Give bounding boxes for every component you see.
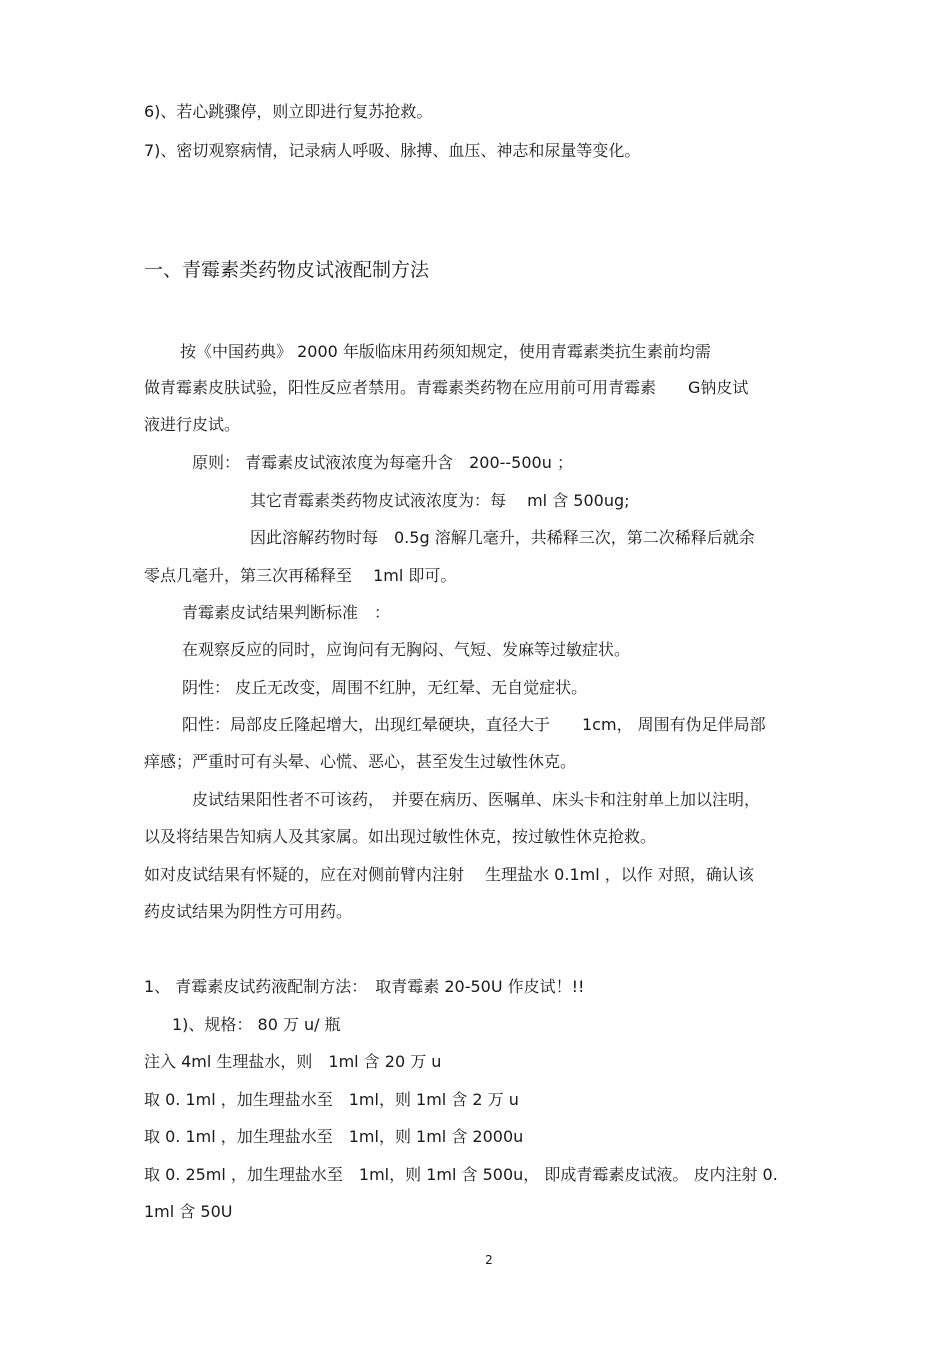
method-step-4-line-2: 1ml 含 50U [144,1202,233,1221]
section-heading: 一、青霉素类药物皮试液配制方法 [144,259,430,281]
text-line-step-6: 6)、若心跳骤停，则立即进行复苏抢救。 [144,102,433,121]
positive-result-line-2: 痒感；严重时可有头晕、心慌、恶心，甚至发生过敏性休克。 [144,752,577,771]
text-line-step-7: 7)、密切观察病情，记录病人呼吸、脉搏、血压、神志和尿量等变化。 [144,141,641,160]
negative-result: 阴性： 皮丘无改变，周围不红肿，无红晕、无自觉症状。 [182,678,588,697]
method-step-3: 取 0. 1ml ，加生理盐水至 1ml，则 1ml 含 2000u [144,1127,524,1146]
criteria-title: 青霉素皮试结果判断标准 ： [182,603,391,622]
page-number: 2 [485,1253,493,1267]
principle-line-2: 其它青霉素类药物皮试液浓度为：每 ml 含 500ug; [250,491,630,510]
positive-result-line-3: 皮试结果阳性者不可该药， 并要在病历、医嘱单、床头卡和注射单上加以注明， [192,790,761,809]
principle-line-1: 原则： 青霉素皮试液浓度为每毫升含 200--500u ； [192,453,573,472]
paragraph-intro-line-1: 按《中国药典》 2000 年版临床用药须知规定，使用青霉素类抗生素前均需 [180,342,711,361]
principle-line-3: 因此溶解药物时每 0.5g 溶解几毫升，共稀释三次，第二次稀释后就余 [250,528,755,547]
paragraph-intro-line-2: 做青霉素皮肤试验，阳性反应者禁用。青霉素类药物在应用前可用青霉素 G钠皮试 [144,378,749,397]
criteria-observe: 在观察反应的同时，应询问有无胸闷、气短、发麻等过敏症状。 [182,640,631,659]
method-spec: 1)、规格： 80 万 u/ 瓶 [172,1015,341,1034]
doubt-line-2: 药皮试结果为阴性方可用药。 [144,902,353,921]
method-step-2: 取 0. 1ml ，加生理盐水至 1ml，则 1ml 含 2 万 u [144,1090,519,1109]
doubt-line-1: 如对皮试结果有怀疑的，应在对侧前臂内注射 生理盐水 0.1ml ，以作 对照，确认该 [144,865,754,884]
paragraph-intro-line-3: 液进行皮试。 [144,415,241,434]
method-step-1: 注入 4ml 生理盐水，则 1ml 含 20 万 u [144,1052,442,1071]
method-step-4-line-1: 取 0. 25ml ，加生理盐水至 1ml，则 1ml 含 500u， 即成青霉素皮试液。 皮内注射 0. [144,1165,778,1184]
positive-result-line-4: 以及将结果告知病人及其家属。如出现过敏性休克，按过敏性休克抢救。 [144,827,657,846]
method-title: 1、 青霉素皮试药液配制方法： 取青霉素 20-50U 作皮试！!! [144,977,585,996]
positive-result-line-1: 阳性：局部皮丘隆起增大，出现红晕硬块，直径大于 1cm， 周围有伪足伴局部 [182,715,766,734]
principle-line-4: 零点几毫升，第三次再稀释至 1ml 即可。 [144,566,457,585]
